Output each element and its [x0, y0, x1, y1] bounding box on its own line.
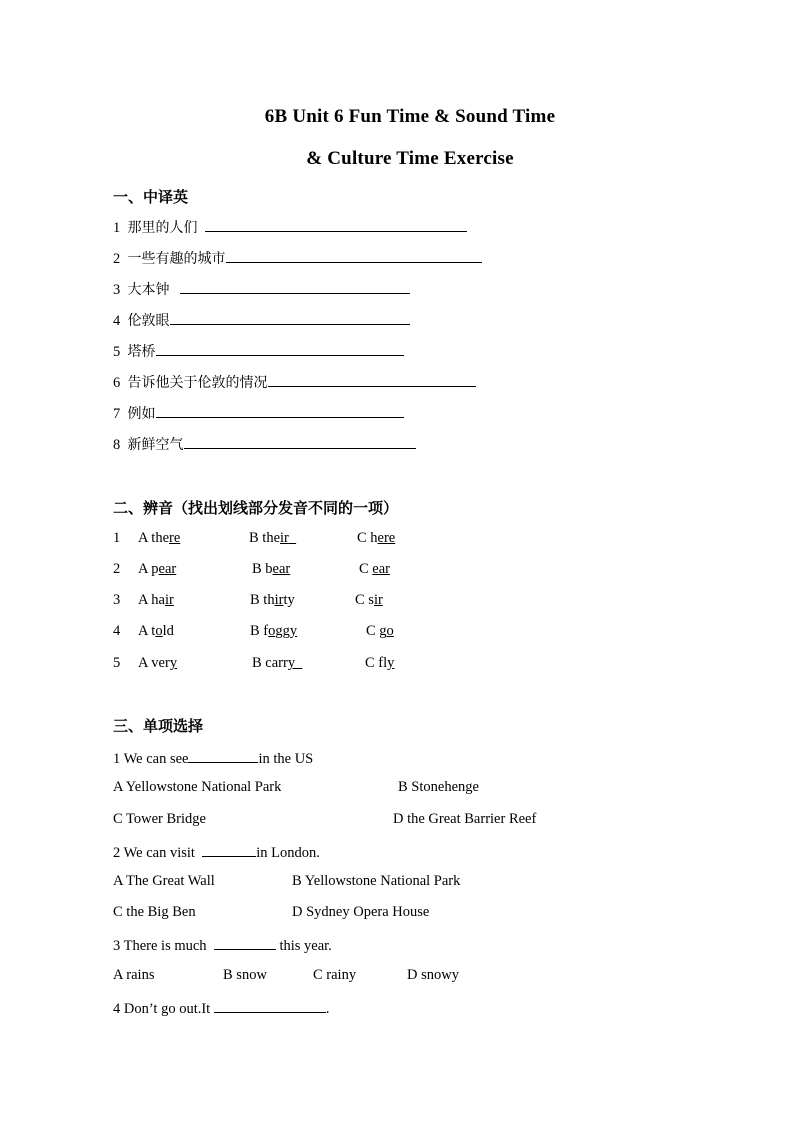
q3-option-a: A rains [113, 967, 155, 983]
answer-blank[interactable] [202, 842, 256, 857]
q2-option-a: A The Great Wall [113, 873, 215, 889]
row-number: 3 [113, 592, 121, 608]
q1-option-c: C Tower Bridge [113, 811, 206, 827]
answer-blank[interactable] [156, 403, 404, 418]
option-c: C ear [359, 561, 390, 577]
option-b: B carry [252, 655, 296, 671]
answer-blank[interactable] [205, 217, 467, 232]
translation-item-6: 6 告诉他关于伦敦的情况 [113, 372, 476, 392]
q2-option-b: B Yellowstone National Park [292, 873, 461, 889]
answer-blank[interactable] [184, 434, 416, 449]
row-number: 2 [113, 561, 121, 577]
option-b: B foggy [250, 623, 298, 639]
option-c: C sir [355, 592, 383, 608]
translation-item-4: 4 伦敦眼 [113, 310, 410, 330]
q3-option-b: B snow [223, 967, 267, 983]
option-c: C go [366, 623, 394, 639]
answer-blank[interactable] [214, 935, 276, 950]
title-line-2: & Culture Time Exercise [306, 148, 514, 169]
q1-option-d: D the Great Barrier Reef [393, 811, 537, 827]
answer-blank[interactable] [268, 372, 476, 387]
translation-item-7: 7 例如 [113, 403, 404, 423]
row-number: 5 [113, 655, 121, 671]
answer-blank[interactable] [180, 279, 410, 294]
q1-option-b: B Stonehenge [398, 779, 479, 795]
translation-item-3: 3 大本钟 [113, 279, 410, 299]
option-a: A told [138, 623, 174, 639]
section-2-heading: 二、辨音（找出划线部分发音不同的一项） [113, 499, 399, 517]
option-a: A hair [138, 592, 174, 608]
option-b: B thirty [250, 592, 295, 608]
option-c: C here [357, 530, 396, 546]
answer-blank[interactable] [188, 748, 258, 763]
question-2-stem: 2 We can visit in London. [113, 842, 320, 862]
translation-item-1: 1 那里的人们 [113, 217, 467, 237]
answer-blank[interactable] [214, 998, 326, 1013]
option-b: B their [249, 530, 289, 546]
q3-option-d: D snowy [407, 967, 459, 983]
answer-blank[interactable] [170, 310, 410, 325]
title-line-1: 6B Unit 6 Fun Time & Sound Time [264, 106, 556, 127]
answer-blank[interactable] [156, 341, 404, 356]
q2-option-c: C the Big Ben [113, 904, 196, 920]
answer-blank[interactable] [226, 248, 482, 263]
row-number: 1 [113, 530, 121, 546]
question-1-stem: 1 We can see in the US [113, 748, 313, 768]
q3-option-c: C rainy [313, 967, 357, 983]
option-b: B bear [252, 561, 291, 577]
option-a: A pear [138, 561, 177, 577]
question-4-stem: 4 Don’t go out.It . [113, 998, 329, 1018]
section-3-heading: 三、单项选择 [113, 717, 204, 735]
translation-item-2: 2 一些有趣的城市 [113, 248, 482, 268]
row-number: 4 [113, 623, 121, 639]
option-c: C fly [365, 655, 395, 671]
translation-item-5: 5 塔桥 [113, 341, 404, 361]
option-a: A very [138, 655, 178, 671]
option-a: A there [138, 530, 181, 546]
section-1-heading: 一、中译英 [113, 188, 189, 206]
translation-item-8: 8 新鲜空气 [113, 434, 416, 454]
question-3-stem: 3 There is much this year. [113, 935, 332, 955]
q1-option-a: A Yellowstone National Park [113, 779, 282, 795]
q2-option-d: D Sydney Opera House [292, 904, 430, 920]
